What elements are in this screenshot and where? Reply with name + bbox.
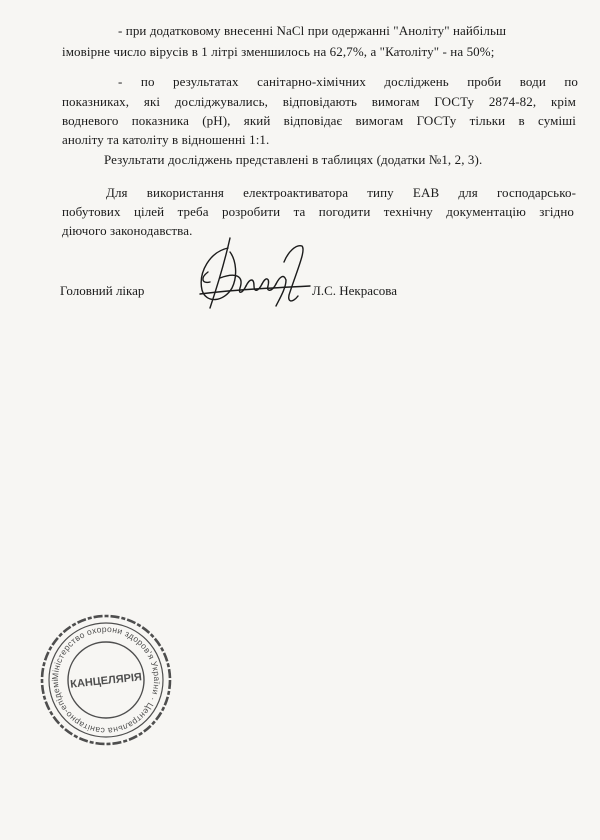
handwritten-signature — [180, 232, 320, 322]
text-line: показниках, які досліджувались, відповідають вимогам ГОСТу 2874-82, крім — [62, 94, 576, 109]
stamp-center-text: КАНЦЕЛЯРІЯ — [69, 671, 143, 691]
text-line: - при додатковому внесенні NaCl при одержанні "Аноліту" найбільш — [118, 23, 507, 38]
text-line: діючого законодавства. — [62, 223, 193, 238]
signatory-name: Л.С. Некрасова — [312, 283, 397, 298]
stamp-ring-text: Міністерство охорони здоров'я України · Центральна санітарно-епідеміологічна станція — [33, 602, 163, 737]
text-line: Результати досліджень представлені в таблицях (додатки №1, 2, 3). — [104, 152, 483, 167]
signatory-position: Головний лікар — [60, 283, 145, 298]
text-line: імовірне число вірусів в 1 літрі зменшилось на 62,7%, а "Католіту" - на 50%; — [62, 44, 495, 59]
text-line: Для використання електроактиватора типу ЕАВ для господарсько- — [106, 185, 576, 200]
text-line: побутових цілей треба розробити та погодити технічну документацію згідно — [62, 204, 574, 219]
text-line: - по результатах санітарно-хімічних досліджень проби води по — [118, 74, 578, 89]
text-line: аноліту та католіту в відношенні 1:1. — [62, 132, 270, 147]
text-line: водневого показника (рН), який відповідає вимогам ГОСТу тільки в суміші — [62, 113, 576, 128]
office-stamp — [33, 602, 176, 750]
